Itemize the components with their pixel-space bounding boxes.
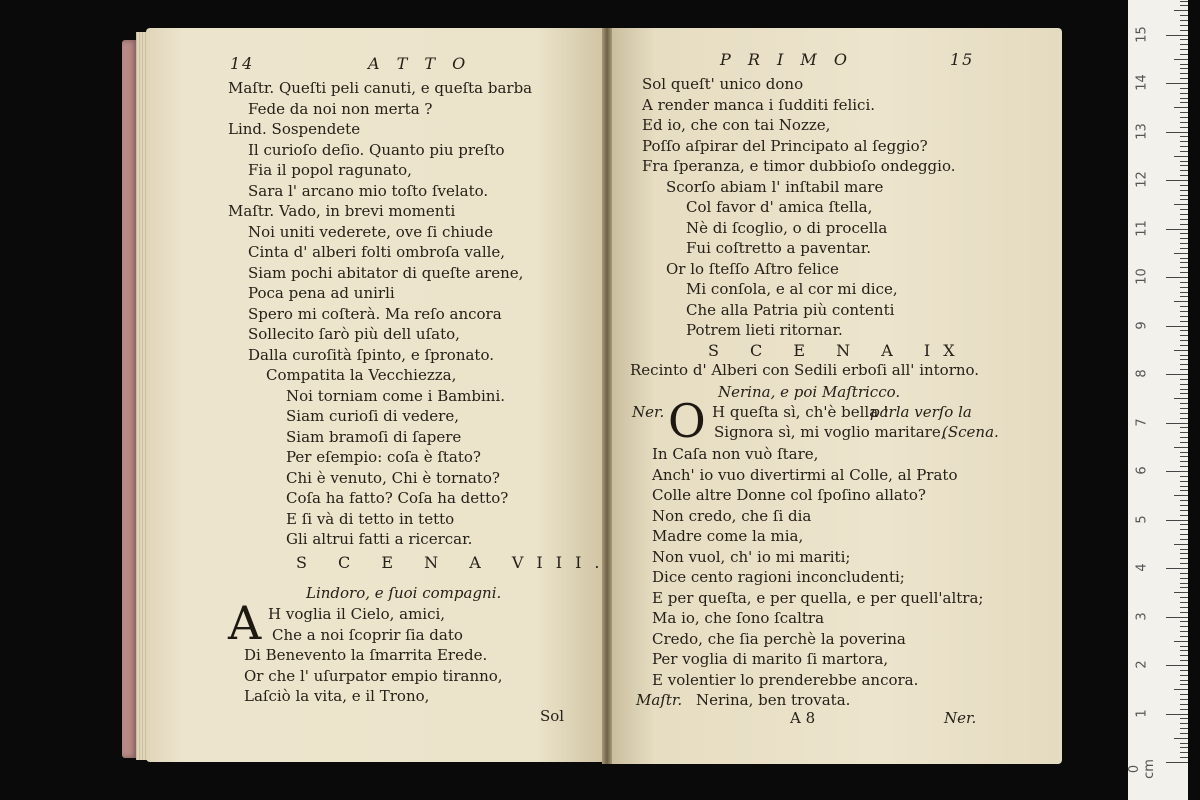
verse-line: Per eſempio: coſa è ſtato? bbox=[286, 448, 481, 466]
ruler-tick bbox=[1174, 59, 1188, 60]
verse-line: Gli altrui fatti a ricercar. bbox=[286, 530, 473, 548]
ruler-tick bbox=[1180, 340, 1188, 341]
ruler-tick bbox=[1180, 670, 1188, 671]
ruler-tick bbox=[1180, 379, 1188, 380]
verse-line: H voglia il Cielo, amici, bbox=[268, 605, 446, 623]
ruler-tick bbox=[1180, 262, 1188, 263]
verse-line: E per queſta, e per quella, e per quell'altra; bbox=[652, 588, 984, 607]
ruler-tick bbox=[1180, 146, 1188, 147]
verse-line: Che alla Patria più contenti bbox=[686, 300, 895, 319]
ruler-tick bbox=[1180, 733, 1188, 734]
verse-line: Fra ſperanza, e timor dubbioſo ondeggio. bbox=[642, 157, 956, 175]
ruler-tick bbox=[1180, 553, 1188, 554]
ruler-tick bbox=[1180, 296, 1188, 297]
ruler-tick bbox=[1180, 306, 1188, 307]
verse-line: Madre come la mia, bbox=[652, 527, 804, 545]
verse-line: Nè di ſcoglio, o di procella bbox=[686, 218, 888, 237]
ruler-tick bbox=[1180, 161, 1188, 162]
ruler-tick bbox=[1180, 112, 1188, 113]
ruler-label: 0 cm bbox=[1127, 759, 1157, 779]
ruler-tick bbox=[1166, 83, 1188, 84]
ruler-tick bbox=[1180, 238, 1188, 239]
ruler-tick bbox=[1180, 272, 1188, 273]
ruler-label: 5 bbox=[1134, 514, 1150, 524]
verse-line: Ed io, che con tai Nozze, bbox=[642, 116, 831, 134]
ruler-tick bbox=[1180, 699, 1188, 700]
verse-line: Sara l' arcano mio toſto ſvelato. bbox=[248, 181, 489, 200]
ruler-tick bbox=[1166, 520, 1188, 521]
ruler-tick bbox=[1180, 136, 1188, 137]
verse-line: Noi uniti vederete, ove ſi chiude bbox=[248, 222, 494, 241]
verse-line: Cinta d' alberi folti ombroſa valle, bbox=[248, 243, 506, 261]
ruler-tick bbox=[1180, 384, 1188, 385]
verse-line: Dalla curoſità ſpinto, e ſpronato. bbox=[248, 345, 494, 364]
ruler-tick bbox=[1180, 621, 1188, 622]
verse-line: Scorſo abiam l' inſtabil mare bbox=[666, 177, 884, 196]
ruler-tick bbox=[1180, 650, 1188, 651]
ruler-tick bbox=[1180, 369, 1188, 370]
catchword: Ner. bbox=[944, 709, 977, 727]
ruler-tick bbox=[1180, 718, 1188, 719]
ruler-tick bbox=[1180, 612, 1188, 613]
ruler-tick bbox=[1180, 224, 1188, 225]
ruler-tick bbox=[1180, 456, 1188, 457]
ruler-tick bbox=[1180, 267, 1188, 268]
ruler-tick bbox=[1180, 743, 1188, 744]
ruler-tick bbox=[1166, 132, 1188, 133]
ruler-tick bbox=[1180, 345, 1188, 346]
verse-line: In Caſa non vuò ſtare, bbox=[652, 445, 819, 463]
ruler-label: 10 bbox=[1134, 268, 1150, 285]
ruler-tick bbox=[1180, 15, 1188, 16]
ruler-tick bbox=[1166, 762, 1188, 763]
ruler-tick bbox=[1180, 549, 1188, 550]
ruler-tick bbox=[1174, 495, 1188, 496]
ruler-tick bbox=[1180, 248, 1188, 249]
verse-line: Sol queſt' unico dono bbox=[642, 75, 804, 93]
ruler-tick bbox=[1180, 752, 1188, 753]
ruler-tick bbox=[1180, 73, 1188, 74]
ruler-tick bbox=[1174, 641, 1188, 642]
ruler-tick bbox=[1180, 680, 1188, 681]
ruler-tick bbox=[1180, 573, 1188, 574]
ruler-tick bbox=[1174, 107, 1188, 108]
scene-heading: S C E N A IX bbox=[708, 341, 968, 360]
ruler-label: 13 bbox=[1134, 122, 1150, 140]
ruler-tick bbox=[1180, 335, 1188, 336]
verse-line: Siam pochi abitator di queſte arene, bbox=[248, 263, 524, 282]
verse-line: A render manca i ſudditi felici. bbox=[642, 95, 876, 114]
measurement-ruler bbox=[1128, 0, 1188, 800]
scene-persons: Lindoro, e ſuoi compagni. bbox=[306, 584, 502, 602]
verse-line: Signora sì, mi voglio maritare, bbox=[714, 423, 946, 441]
ruler-tick bbox=[1180, 78, 1188, 79]
ruler-tick bbox=[1180, 442, 1188, 443]
scene-heading: S C E N A VIII. bbox=[296, 553, 613, 572]
ruler-tick bbox=[1180, 646, 1188, 647]
ruler-tick bbox=[1174, 592, 1188, 593]
ruler-tick bbox=[1180, 539, 1188, 540]
ruler-tick bbox=[1180, 675, 1188, 676]
verse-line: Che a noi ſcoprir ſia dato bbox=[272, 625, 463, 644]
ruler-tick bbox=[1174, 301, 1188, 302]
ruler-tick bbox=[1166, 35, 1188, 36]
verse-line: Compatita la Vecchiezza, bbox=[266, 366, 457, 384]
ruler-label: 7 bbox=[1134, 417, 1150, 427]
ruler-tick bbox=[1174, 350, 1188, 351]
ruler-tick bbox=[1174, 689, 1188, 690]
ruler-tick bbox=[1180, 427, 1188, 428]
verse-line: Coſa ha fatto? Coſa ha detto? bbox=[286, 489, 509, 507]
ruler-label: 15 bbox=[1134, 25, 1150, 43]
ruler-tick bbox=[1180, 602, 1188, 603]
ruler-tick bbox=[1180, 54, 1188, 55]
verse-line: Noi torniam come i Bambini. bbox=[286, 386, 506, 405]
ruler-tick bbox=[1166, 374, 1188, 375]
verse-line: Maſtr. Vado, in brevi momenti bbox=[228, 202, 456, 220]
ruler-tick bbox=[1180, 500, 1188, 501]
ruler-tick bbox=[1180, 461, 1188, 462]
ruler-tick bbox=[1180, 170, 1188, 171]
ruler-tick bbox=[1180, 243, 1188, 244]
ruler-tick bbox=[1180, 98, 1188, 99]
ruler-tick bbox=[1166, 665, 1188, 666]
ruler-tick bbox=[1180, 287, 1188, 288]
scene-persons: Nerina, e poi Maſtricco. bbox=[718, 383, 901, 401]
ruler-tick bbox=[1180, 25, 1188, 26]
ruler-tick bbox=[1180, 321, 1188, 322]
ruler-tick bbox=[1180, 607, 1188, 608]
ruler-tick bbox=[1180, 127, 1188, 128]
verse-line: Lind. Sospendete bbox=[228, 120, 361, 138]
left-page-number: 14 bbox=[230, 54, 255, 73]
ruler-tick bbox=[1180, 214, 1188, 215]
ruler-tick bbox=[1180, 408, 1188, 409]
ruler-tick bbox=[1180, 219, 1188, 220]
drop-cap: A bbox=[228, 596, 262, 650]
stage-direction: parla verſo la bbox=[870, 403, 972, 421]
ruler-tick bbox=[1180, 515, 1188, 516]
ruler-tick bbox=[1180, 747, 1188, 748]
verse-line: Poſſo aſpirar del Principato al ſeggio? bbox=[642, 136, 928, 155]
ruler-tick bbox=[1180, 418, 1188, 419]
verse-line: Chi è venuto, Chi è tornato? bbox=[286, 468, 500, 487]
ruler-tick bbox=[1180, 403, 1188, 404]
ruler-tick bbox=[1180, 534, 1188, 535]
ruler-tick bbox=[1180, 563, 1188, 564]
ruler-tick bbox=[1180, 93, 1188, 94]
ruler-tick bbox=[1180, 49, 1188, 50]
ruler-tick bbox=[1180, 233, 1188, 234]
verse-line: Sollecito ſarò più dell uſato, bbox=[248, 325, 460, 343]
ruler-tick bbox=[1174, 447, 1188, 448]
verse-line: Non credo, che ſi dia bbox=[652, 506, 812, 525]
ruler-tick bbox=[1180, 165, 1188, 166]
ruler-tick bbox=[1166, 568, 1188, 569]
ruler-tick bbox=[1180, 587, 1188, 588]
verse-line: Il curioſo deſio. Quanto piu preſto bbox=[248, 140, 505, 159]
ruler-tick bbox=[1174, 10, 1188, 11]
left-running-head: A T T O bbox=[368, 54, 472, 73]
ruler-tick bbox=[1180, 558, 1188, 559]
ruler-tick bbox=[1180, 655, 1188, 656]
ruler-tick bbox=[1180, 44, 1188, 45]
ruler-tick bbox=[1180, 195, 1188, 196]
verse-line: Potrem lieti ritornar. bbox=[686, 321, 843, 339]
speaker-label: Maſtr. bbox=[636, 691, 683, 709]
ruler-tick bbox=[1174, 738, 1188, 739]
ruler-tick bbox=[1166, 326, 1188, 327]
verse-line: Ma io, che ſono ſcaltra bbox=[652, 609, 825, 627]
verse-line: Fia il popol ragunato, bbox=[248, 161, 412, 179]
verse-line: Di Benevento la ſmarrita Erede. bbox=[244, 646, 488, 664]
ruler-tick bbox=[1180, 141, 1188, 142]
drop-cap: O bbox=[668, 394, 706, 448]
ruler-tick bbox=[1180, 364, 1188, 365]
ruler-tick bbox=[1180, 5, 1188, 6]
right-running-head: P R I M O bbox=[720, 50, 853, 69]
ruler-tick bbox=[1180, 452, 1188, 453]
ruler-tick bbox=[1180, 529, 1188, 530]
ruler-tick bbox=[1180, 578, 1188, 579]
ruler-tick bbox=[1180, 709, 1188, 710]
ruler-tick bbox=[1180, 311, 1188, 312]
ruler-tick bbox=[1180, 413, 1188, 414]
ruler-tick bbox=[1180, 437, 1188, 438]
ruler-tick bbox=[1180, 505, 1188, 506]
ruler-tick bbox=[1166, 423, 1188, 424]
verse-line: H queſta sì, ch'è bella ! bbox=[712, 403, 889, 421]
ruler-tick bbox=[1166, 714, 1188, 715]
verse-line: E ſi và di tetto in tetto bbox=[286, 509, 455, 528]
verse-line: Nerina, ben trovata. bbox=[696, 691, 851, 709]
ruler-tick bbox=[1166, 180, 1188, 181]
ruler-tick bbox=[1180, 626, 1188, 627]
verse-line: Maſtr. Queſti peli canuti, e queſta barba bbox=[228, 79, 533, 97]
verse-line: Or che l' uſurpator empio tiranno, bbox=[244, 666, 503, 685]
ruler-tick bbox=[1180, 102, 1188, 103]
ruler-tick bbox=[1180, 117, 1188, 118]
ruler-tick bbox=[1180, 175, 1188, 176]
verse-line: Fede da noi non merta ? bbox=[248, 99, 433, 118]
verse-line: Credo, che ſia perchè la poverina bbox=[652, 629, 906, 648]
ruler-tick bbox=[1180, 728, 1188, 729]
ruler-tick bbox=[1180, 486, 1188, 487]
ruler-tick bbox=[1174, 156, 1188, 157]
verse-line: Dice cento ragioni inconcludenti; bbox=[652, 568, 905, 586]
ruler-tick bbox=[1180, 524, 1188, 525]
right-page-number: 15 bbox=[950, 50, 975, 69]
ruler-tick bbox=[1180, 316, 1188, 317]
scene-setting: Recinto d' Alberi con Sedili erboſi all' intorno. bbox=[630, 361, 980, 379]
ruler-tick bbox=[1166, 471, 1188, 472]
ruler-label: 8 bbox=[1134, 369, 1150, 378]
ruler-tick bbox=[1180, 68, 1188, 69]
ruler-tick bbox=[1174, 253, 1188, 254]
verse-line: Spero mi coſterà. Ma reſo ancora bbox=[248, 304, 502, 323]
ruler-tick bbox=[1180, 20, 1188, 21]
ruler-label: 2 bbox=[1134, 660, 1150, 669]
ruler-tick bbox=[1166, 229, 1188, 230]
ruler-tick bbox=[1174, 204, 1188, 205]
ruler-tick bbox=[1180, 199, 1188, 200]
ruler-tick bbox=[1180, 282, 1188, 283]
ruler-tick bbox=[1180, 258, 1188, 259]
verse-line: Anch' io vuo divertirmi al Colle, al Prato bbox=[652, 465, 958, 484]
ruler-tick bbox=[1180, 30, 1188, 31]
ruler-tick bbox=[1180, 88, 1188, 89]
ruler-tick bbox=[1180, 330, 1188, 331]
ruler-tick bbox=[1180, 631, 1188, 632]
ruler-tick bbox=[1174, 544, 1188, 545]
book-gutter bbox=[602, 28, 612, 764]
stage-direction: (Scena. bbox=[942, 423, 999, 441]
ruler-tick bbox=[1180, 510, 1188, 511]
ruler-tick bbox=[1180, 660, 1188, 661]
verse-line: Fui coſtretto a paventar. bbox=[686, 239, 872, 257]
ruler-tick bbox=[1180, 39, 1188, 40]
ruler-label: 12 bbox=[1134, 171, 1150, 188]
ruler-tick bbox=[1180, 476, 1188, 477]
ruler-tick bbox=[1180, 704, 1188, 705]
verse-line: Colle altre Donne col ſpoſino allato? bbox=[652, 486, 926, 504]
ruler-tick bbox=[1180, 359, 1188, 360]
ruler-tick bbox=[1180, 583, 1188, 584]
ruler-tick bbox=[1174, 398, 1188, 399]
verse-line: Laſciò la vita, e il Trono, bbox=[244, 687, 430, 705]
verse-line: Siam bramoſi di ſapere bbox=[286, 427, 462, 446]
ruler-tick bbox=[1180, 636, 1188, 637]
ruler-tick bbox=[1180, 490, 1188, 491]
signature-mark: A 8 bbox=[790, 709, 816, 727]
ruler-tick bbox=[1180, 389, 1188, 390]
ruler-tick bbox=[1180, 481, 1188, 482]
ruler-tick bbox=[1180, 597, 1188, 598]
verse-line: Non vuol, ch' io mi mariti; bbox=[652, 547, 851, 566]
ruler-tick bbox=[1166, 277, 1188, 278]
verse-line: Poca pena ad unirli bbox=[248, 284, 395, 302]
ruler-tick bbox=[1180, 432, 1188, 433]
ruler-tick bbox=[1180, 151, 1188, 152]
ruler-label: 9 bbox=[1134, 320, 1150, 330]
verse-line: Per voglia di marito ſi martora, bbox=[652, 650, 889, 668]
speaker-label: Ner. bbox=[632, 403, 665, 421]
ruler-tick bbox=[1180, 122, 1188, 123]
ruler-tick bbox=[1180, 64, 1188, 65]
ruler-tick bbox=[1180, 723, 1188, 724]
ruler-tick bbox=[1180, 292, 1188, 293]
ruler-tick bbox=[1180, 684, 1188, 685]
verse-line: Mi conſola, e al cor mi dice, bbox=[686, 280, 898, 298]
ruler-tick bbox=[1180, 757, 1188, 758]
verse-line: E volentier lo prenderebbe ancora. bbox=[652, 670, 919, 689]
ruler-tick bbox=[1180, 185, 1188, 186]
ruler-tick bbox=[1180, 694, 1188, 695]
ruler-tick bbox=[1180, 355, 1188, 356]
ruler-label: 6 bbox=[1134, 466, 1150, 475]
ruler-tick bbox=[1180, 393, 1188, 394]
ruler-tick bbox=[1180, 209, 1188, 210]
ruler-label: 1 bbox=[1134, 708, 1150, 718]
ruler-tick bbox=[1180, 190, 1188, 191]
ruler-label: 14 bbox=[1134, 74, 1150, 91]
ruler-tick bbox=[1166, 617, 1188, 618]
verse-line: Col favor d' amica ſtella, bbox=[686, 198, 873, 216]
ruler-label: 4 bbox=[1134, 563, 1150, 572]
ruler-label: 3 bbox=[1134, 611, 1150, 621]
ruler-tick bbox=[1180, 1, 1188, 2]
verse-line: Or lo ſteſſo Aſtro felice bbox=[666, 259, 839, 278]
verse-line: Siam curioſi di vedere, bbox=[286, 407, 459, 425]
ruler-tick bbox=[1180, 466, 1188, 467]
catchword: Sol bbox=[540, 707, 565, 725]
ruler-label: 11 bbox=[1134, 219, 1150, 237]
